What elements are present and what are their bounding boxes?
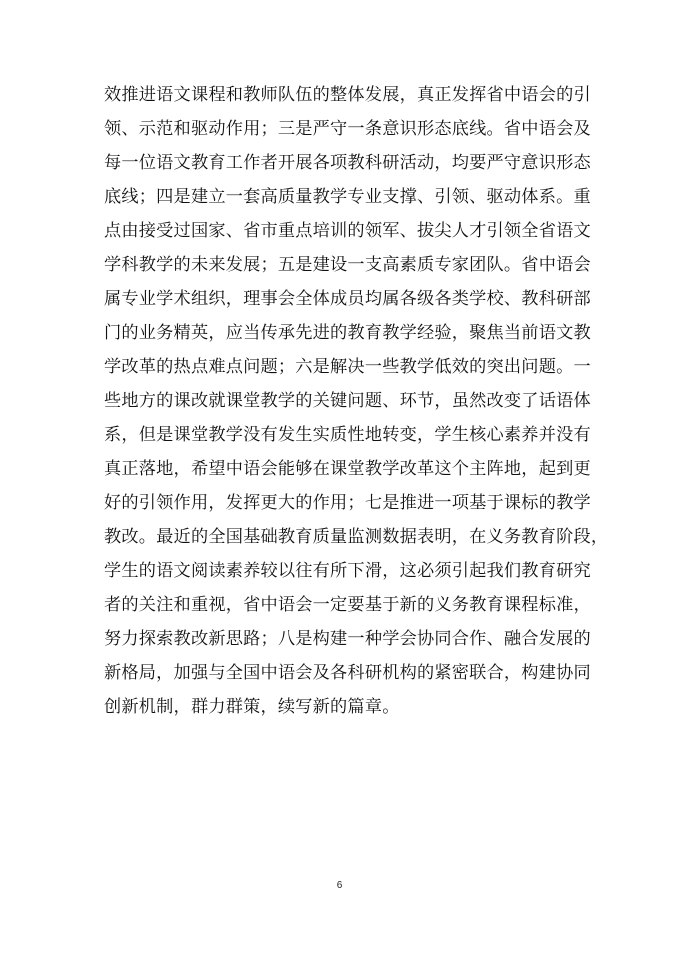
text-line: 效推进语文课程和教师队伍的整体发展，真正发挥省中语会的引 — [104, 85, 591, 105]
text-line: 者的关注和重视，省中语会一定要基于新的义务教育课程标准， — [104, 595, 591, 615]
text-line: 底线；四是建立一套高质量教学专业支撑、引领、驱动体系。重 — [104, 187, 591, 207]
text-line: 努力探索教改新思路；八是构建一种学会协同合作、融合发展的 — [104, 629, 591, 649]
text-line: 真正落地，希望中语会能够在课堂教学改革这个主阵地，起到更 — [104, 459, 591, 479]
text-line: 系，但是课堂教学没有发生实质性地转变，学生核心素养并没有 — [104, 425, 591, 445]
text-line: 每一位语文教育工作者开展各项教科研活动，均要严守意识形态 — [104, 153, 591, 173]
text-line: 属专业学术组织，理事会全体成员均属各级各类学校、教科研部 — [104, 289, 591, 309]
text-line: 教改。最近的全国基础教育质量监测数据表明，在义务教育阶段， — [104, 527, 609, 547]
text-line: 领、示范和驱动作用；三是严守一条意识形态底线。省中语会及 — [104, 119, 591, 139]
page-number: 6 — [336, 880, 343, 891]
text-line: 学改革的热点难点问题；六是解决一些教学低效的突出问题。一 — [104, 357, 591, 377]
text-line: 门的业务精英，应当传承先进的教育教学经验，聚焦当前语文教 — [104, 323, 591, 343]
text-line: 好的引领作用，发挥更大的作用；七是推进一项基于课标的教学 — [104, 493, 591, 513]
text-line: 新格局，加强与全国中语会及各科研机构的紧密联合，构建协同 — [104, 663, 591, 683]
text-line: 学科教学的未来发展；五是建设一支高素质专家团队。省中语会 — [104, 255, 591, 275]
text-line: 学生的语文阅读素养较以往有所下滑，这必须引起我们教育研究 — [104, 561, 591, 581]
text-line-last: 创新机制，群力群策，续写新的篇章。 — [104, 697, 400, 717]
text-line: 些地方的课改就课堂教学的关键问题、环节，虽然改变了话语体 — [104, 391, 591, 411]
text-line: 点由接受过国家、省市重点培训的领军、拔尖人才引领全省语文 — [104, 221, 591, 241]
body-paragraph — [104, 78, 609, 724]
